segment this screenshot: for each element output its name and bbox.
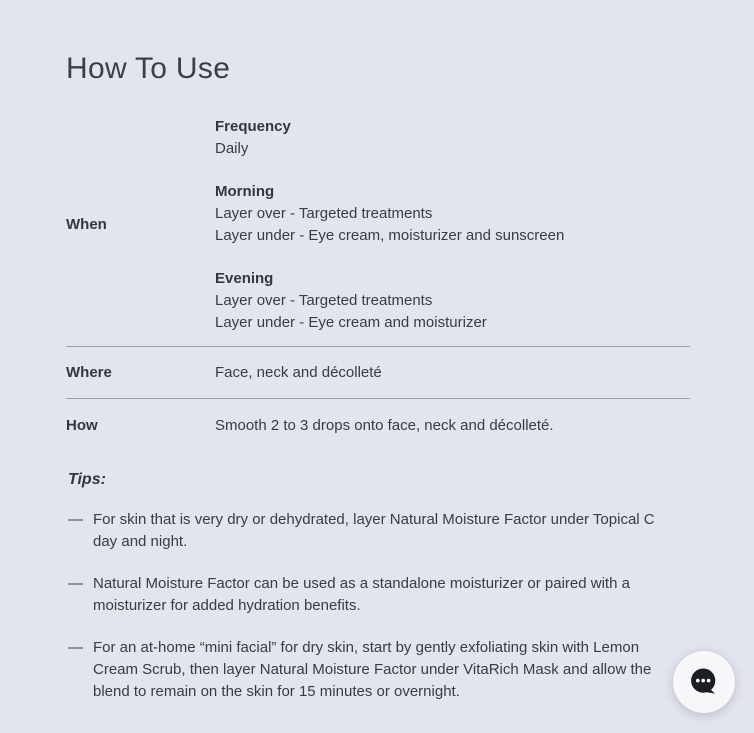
chat-launcher-button[interactable] <box>673 651 735 713</box>
row-content-where <box>215 362 382 384</box>
morning-heading: Morning <box>215 183 275 200</box>
tip-item <box>68 573 676 617</box>
tips-heading: Tips: <box>68 471 106 488</box>
dash-bullet: — <box>68 511 83 528</box>
usage-row-when <box>66 116 690 347</box>
dash-bullet: — <box>68 639 83 656</box>
row-label-when: When <box>66 216 107 233</box>
frequency-section <box>215 116 564 160</box>
morning-section <box>215 181 564 247</box>
frequency-value: Daily <box>215 140 249 157</box>
tips-section <box>66 471 690 703</box>
usage-row-where <box>66 347 690 399</box>
tip-item <box>68 509 676 553</box>
tip-text-1: For skin that is very dry or dehydrated, layer Natural Moisture Factor under Topical C day and night. <box>93 511 655 550</box>
morning-line-1: Layer over - Targeted treatments <box>215 205 433 222</box>
row-label-where: Where <box>66 364 112 381</box>
evening-line-1: Layer over - Targeted treatments <box>215 292 433 309</box>
evening-heading: Evening <box>215 270 274 287</box>
where-value: Face, neck and décolleté <box>215 364 382 381</box>
evening-line-2: Layer under - Eye cream and moisturizer <box>215 314 487 331</box>
chat-bubble-icon <box>688 666 720 698</box>
row-label-how: How <box>66 417 98 434</box>
evening-section <box>215 268 564 334</box>
how-value: Smooth 2 to 3 drops onto face, neck and décolleté. <box>215 417 554 434</box>
usage-table <box>66 116 690 437</box>
row-content-when <box>215 116 564 334</box>
page-title: How To Use <box>66 52 231 85</box>
row-content-how <box>215 415 554 437</box>
frequency-heading: Frequency <box>215 118 291 135</box>
usage-row-how <box>66 399 690 437</box>
tip-text-3: For an at-home “mini facial” for dry skin, start by gently exfoliating skin with Lemon Cream Scrub, then layer Natural Moisture Factor under VitaRich Mask and allow the blend to remain on the skin for 15 minutes or overnight. <box>93 639 652 700</box>
tip-text-2: Natural Moisture Factor can be used as a standalone moisturizer or paired with a moisturizer for added hydration benefits. <box>93 575 630 614</box>
morning-line-2: Layer under - Eye cream, moisturizer and sunscreen <box>215 227 565 244</box>
dash-bullet: — <box>68 575 83 592</box>
tip-item <box>68 637 676 703</box>
